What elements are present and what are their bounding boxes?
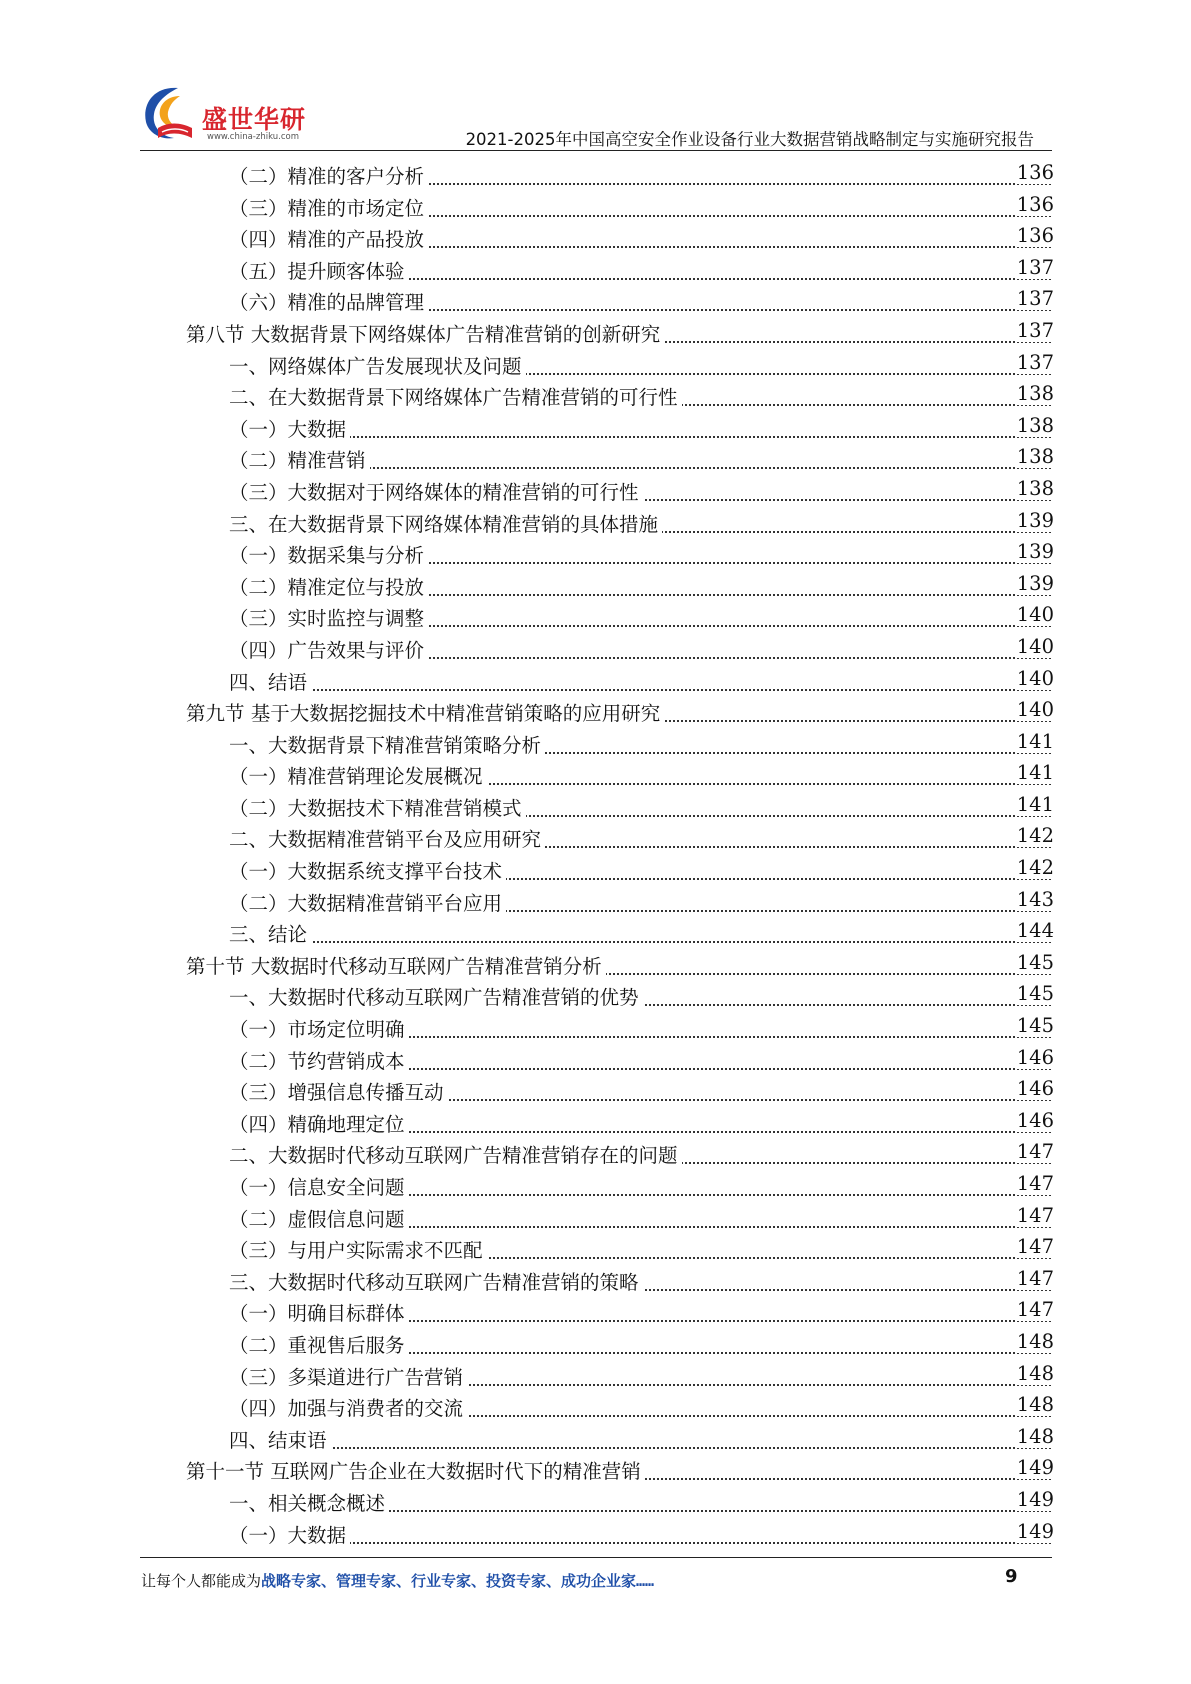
toc-entry-page: 148 bbox=[1016, 1424, 1054, 1448]
toc-entry[interactable] bbox=[0, 1138, 1191, 1170]
toc-entry-title: （三）大数据对于网络媒体的精准营销的可行性 bbox=[229, 477, 643, 505]
toc-entry-page: 142 bbox=[1016, 824, 1054, 848]
toc-entry-title: （二）精准定位与投放 bbox=[229, 572, 428, 600]
toc-entry-title: （二）节约营销成本 bbox=[229, 1046, 409, 1074]
toc-entry-title: （一）大数据 bbox=[229, 414, 350, 442]
toc-entry-title: 第九节 基于大数据挖掘技术中精准营销策略的应用研究 bbox=[186, 698, 664, 726]
toc-entry[interactable] bbox=[0, 980, 1191, 1012]
toc-entry-title: 四、结束语 bbox=[229, 1425, 331, 1453]
toc-entry[interactable] bbox=[0, 1296, 1191, 1328]
toc-entry[interactable] bbox=[0, 759, 1191, 791]
toc-entry-title: （五）提升顾客体验 bbox=[229, 256, 409, 284]
footer-divider bbox=[140, 1557, 1052, 1558]
toc-entry-title: 一、网络媒体广告发展现状及问题 bbox=[229, 351, 526, 379]
footer-slogan-lead: 让每个人都能成为 bbox=[141, 1572, 262, 1590]
toc-entry[interactable] bbox=[0, 349, 1191, 381]
toc-dot-leader bbox=[240, 689, 1051, 691]
toc-entry-page: 147 bbox=[1016, 1172, 1054, 1195]
toc-entry-title: （一）大数据 bbox=[229, 1520, 350, 1548]
toc-entry[interactable] bbox=[0, 1391, 1191, 1423]
footer-slogan-highlight: 战略专家、管理专家、行业专家、投资专家、成功企业家…… bbox=[261, 1572, 655, 1590]
toc-entry-title: 第十一节 互联网广告企业在大数据时代下的精准营销 bbox=[186, 1456, 645, 1484]
toc-entry-title: 一、相关概念概述 bbox=[229, 1488, 389, 1516]
toc-entry[interactable] bbox=[0, 1107, 1191, 1139]
toc-entry-page: 148 bbox=[1016, 1329, 1054, 1353]
logo-name: 盛世华研 bbox=[202, 105, 307, 134]
page-number: 9 bbox=[1005, 1566, 1018, 1587]
toc-entry-page: 149 bbox=[1016, 1487, 1054, 1511]
toc-entry[interactable] bbox=[0, 601, 1191, 633]
table-of-contents bbox=[0, 159, 1191, 1549]
toc-entry-page: 141 bbox=[1016, 792, 1054, 816]
toc-entry-page: 148 bbox=[1016, 1361, 1054, 1385]
toc-entry-page: 144 bbox=[1016, 919, 1054, 943]
toc-entry[interactable] bbox=[0, 1202, 1191, 1234]
toc-entry-page: 147 bbox=[1016, 1235, 1054, 1259]
toc-entry-title: （一）数据采集与分析 bbox=[229, 540, 428, 568]
toc-entry-title: （四）精确地理定位 bbox=[229, 1109, 409, 1137]
toc-dot-leader bbox=[240, 941, 1051, 943]
toc-entry[interactable] bbox=[0, 1518, 1191, 1550]
toc-entry-page: 149 bbox=[1016, 1519, 1054, 1543]
toc-entry-title: （二）精准的客户分析 bbox=[229, 161, 428, 189]
toc-entry-title: （二）虚假信息问题 bbox=[229, 1204, 409, 1232]
toc-entry-title: （一）信息安全问题 bbox=[229, 1172, 409, 1200]
toc-entry-title: 二、大数据时代移动互联网广告精准营销存在的问题 bbox=[229, 1140, 682, 1168]
toc-entry[interactable] bbox=[0, 1360, 1191, 1392]
toc-entry[interactable] bbox=[0, 633, 1191, 665]
toc-entry-title: （六）精准的品牌管理 bbox=[229, 287, 428, 315]
toc-entry-page: 146 bbox=[1016, 1045, 1054, 1069]
toc-entry-page: 140 bbox=[1016, 634, 1054, 658]
toc-entry-page: 140 bbox=[1016, 666, 1054, 690]
toc-entry-title: （一）市场定位明确 bbox=[229, 1014, 409, 1042]
toc-entry[interactable] bbox=[0, 949, 1191, 981]
toc-entry-title: （四）加强与消费者的交流 bbox=[229, 1393, 467, 1421]
toc-entry-page: 138 bbox=[1016, 445, 1054, 469]
toc-entry[interactable] bbox=[0, 285, 1191, 317]
toc-entry-title: （一）大数据系统支撑平台技术 bbox=[229, 856, 506, 884]
toc-entry-title: （三）精准的市场定位 bbox=[229, 193, 428, 221]
toc-entry[interactable] bbox=[0, 1423, 1191, 1455]
toc-entry-title: （二）重视售后服务 bbox=[229, 1330, 409, 1358]
toc-entry-page: 137 bbox=[1016, 318, 1054, 342]
toc-entry-page: 147 bbox=[1016, 1298, 1054, 1322]
header-divider bbox=[140, 150, 1052, 151]
toc-entry-page: 141 bbox=[1016, 729, 1054, 753]
toc-entry-title: 二、在大数据背景下网络媒体广告精准营销的可行性 bbox=[229, 382, 682, 410]
toc-entry-title: 第十节 大数据时代移动互联网广告精准营销分析 bbox=[186, 951, 606, 979]
toc-entry-page: 136 bbox=[1016, 161, 1054, 184]
toc-entry-page: 145 bbox=[1016, 950, 1054, 974]
toc-entry[interactable] bbox=[0, 254, 1191, 286]
toc-entry[interactable] bbox=[0, 191, 1191, 223]
logo-emblem-icon bbox=[140, 82, 210, 146]
toc-entry-page: 148 bbox=[1016, 1393, 1054, 1417]
toc-entry-page: 143 bbox=[1016, 887, 1054, 911]
toc-entry-title: 二、大数据精准营销平台及应用研究 bbox=[229, 824, 545, 852]
toc-entry[interactable] bbox=[0, 854, 1191, 886]
page-header bbox=[140, 82, 1052, 152]
toc-dot-leader bbox=[240, 1447, 1051, 1449]
toc-entry-page: 139 bbox=[1016, 540, 1054, 564]
toc-entry[interactable] bbox=[0, 1044, 1191, 1076]
toc-entry[interactable] bbox=[0, 1233, 1191, 1265]
toc-entry-title: 四、结语 bbox=[229, 667, 311, 695]
toc-entry-title: 三、在大数据背景下网络媒体精准营销的具体措施 bbox=[229, 509, 662, 537]
toc-entry[interactable] bbox=[0, 380, 1191, 412]
report-title: 2021-2025年中国高空安全作业设备行业大数据营销战略制定与实施研究报告 bbox=[465, 130, 1034, 149]
logo-url: www.china-zhiku.com bbox=[207, 132, 299, 142]
toc-entry-page: 140 bbox=[1016, 603, 1054, 627]
toc-entry[interactable] bbox=[0, 159, 1191, 191]
toc-entry-title: 三、结论 bbox=[229, 919, 311, 947]
toc-entry-title: （一）明确目标群体 bbox=[229, 1298, 409, 1326]
toc-entry[interactable] bbox=[0, 665, 1191, 697]
toc-entry[interactable] bbox=[0, 1170, 1191, 1202]
toc-dot-leader bbox=[240, 1542, 1051, 1544]
toc-entry-title: （一）精准营销理论发展概况 bbox=[229, 761, 487, 789]
toc-entry[interactable] bbox=[0, 317, 1191, 349]
footer-slogan bbox=[141, 1570, 654, 1591]
toc-entry-page: 140 bbox=[1016, 698, 1054, 722]
toc-entry-title: （三）与用户实际需求不匹配 bbox=[229, 1235, 487, 1263]
toc-entry-page: 138 bbox=[1016, 382, 1054, 406]
toc-dot-leader bbox=[240, 436, 1051, 438]
toc-entry[interactable] bbox=[0, 822, 1191, 854]
toc-entry-page: 146 bbox=[1016, 1108, 1054, 1132]
toc-entry[interactable] bbox=[0, 222, 1191, 254]
toc-entry-page: 137 bbox=[1016, 350, 1054, 374]
toc-entry-title: （三）多渠道进行广告营销 bbox=[229, 1362, 467, 1390]
toc-entry-title: （四）精准的产品投放 bbox=[229, 224, 428, 252]
toc-entry-page: 139 bbox=[1016, 508, 1054, 532]
toc-entry-page: 147 bbox=[1016, 1266, 1054, 1290]
toc-entry[interactable] bbox=[0, 886, 1191, 918]
toc-entry-page: 138 bbox=[1016, 476, 1054, 500]
toc-entry[interactable] bbox=[0, 538, 1191, 570]
toc-entry[interactable] bbox=[0, 412, 1191, 444]
toc-entry[interactable] bbox=[0, 1454, 1191, 1486]
toc-entry-title: 一、大数据时代移动互联网广告精准营销的优势 bbox=[229, 982, 643, 1010]
toc-entry-title: 三、大数据时代移动互联网广告精准营销的策略 bbox=[229, 1267, 643, 1295]
toc-entry[interactable] bbox=[0, 791, 1191, 823]
toc-entry[interactable] bbox=[0, 570, 1191, 602]
toc-entry-page: 136 bbox=[1016, 224, 1054, 248]
toc-entry[interactable] bbox=[0, 443, 1191, 475]
toc-entry[interactable] bbox=[0, 728, 1191, 760]
toc-entry-page: 137 bbox=[1016, 287, 1054, 311]
toc-entry-page: 145 bbox=[1016, 982, 1054, 1006]
toc-entry-title: （三）实时监控与调整 bbox=[229, 603, 428, 631]
toc-entry-title: （二）精准营销 bbox=[229, 445, 370, 473]
toc-entry-title: 一、大数据背景下精准营销策略分析 bbox=[229, 730, 545, 758]
company-logo bbox=[140, 82, 310, 148]
toc-entry[interactable] bbox=[0, 1486, 1191, 1518]
toc-entry-page: 146 bbox=[1016, 1077, 1054, 1101]
toc-entry[interactable] bbox=[0, 1328, 1191, 1360]
toc-entry-title: （二）大数据精准营销平台应用 bbox=[229, 888, 506, 916]
toc-entry-page: 149 bbox=[1016, 1456, 1054, 1480]
toc-entry[interactable] bbox=[0, 1012, 1191, 1044]
toc-entry-page: 147 bbox=[1016, 1203, 1054, 1227]
toc-entry-title: （四）广告效果与评价 bbox=[229, 635, 428, 663]
toc-entry[interactable] bbox=[0, 917, 1191, 949]
toc-entry[interactable] bbox=[0, 1265, 1191, 1297]
toc-entry[interactable] bbox=[0, 507, 1191, 539]
toc-entry-page: 145 bbox=[1016, 1014, 1054, 1038]
toc-entry-page: 139 bbox=[1016, 571, 1054, 595]
toc-entry[interactable] bbox=[0, 475, 1191, 507]
toc-entry-page: 142 bbox=[1016, 856, 1054, 880]
toc-entry-page: 141 bbox=[1016, 761, 1054, 785]
toc-entry[interactable] bbox=[0, 1075, 1191, 1107]
toc-entry-page: 137 bbox=[1016, 255, 1054, 279]
toc-entry-title: （二）大数据技术下精准营销模式 bbox=[229, 793, 526, 821]
toc-entry[interactable] bbox=[0, 696, 1191, 728]
toc-entry-title: （三）增强信息传播互动 bbox=[229, 1077, 448, 1105]
toc-entry-page: 138 bbox=[1016, 413, 1054, 437]
toc-entry-page: 147 bbox=[1016, 1140, 1054, 1164]
toc-entry-page: 136 bbox=[1016, 192, 1054, 216]
toc-entry-title: 第八节 大数据背景下网络媒体广告精准营销的创新研究 bbox=[186, 319, 664, 347]
